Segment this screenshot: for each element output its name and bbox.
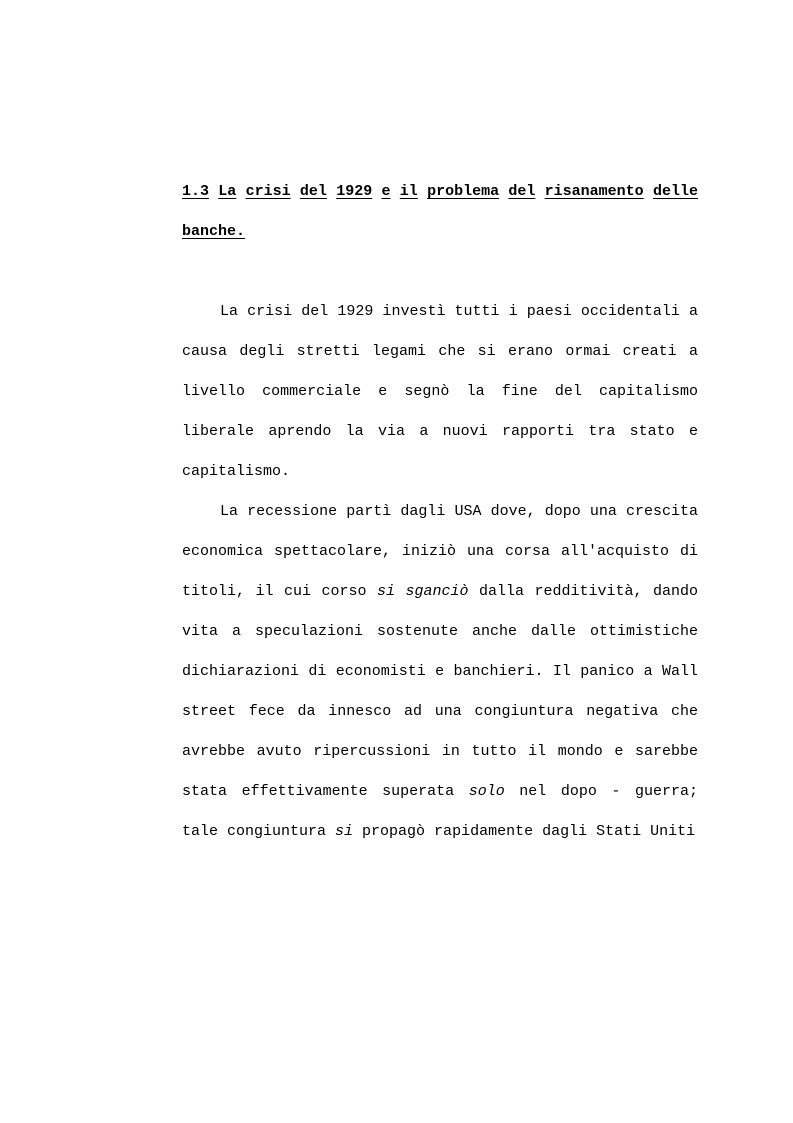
paragraph-2-text: propagò rapidamente dagli Stati Uniti <box>353 823 696 840</box>
section-heading <box>182 172 698 252</box>
heading-word: del <box>299 183 327 200</box>
paragraph-2-text: nel dopo - guerra; tale congiuntura <box>182 783 698 840</box>
heading-word: La <box>218 183 237 200</box>
heading-number: 1.3 <box>182 183 210 200</box>
italic-phrase: si sganciò <box>376 583 469 600</box>
heading-word: risanamento <box>544 183 644 200</box>
paragraph-2 <box>182 492 698 852</box>
heading-word: problema <box>427 183 500 200</box>
italic-word: solo <box>468 783 505 800</box>
heading-word: crisi <box>245 183 291 200</box>
paragraph-2-text: La recessione partì dagli USA dove, dopo una crescita economica spettacolare, iniziò una corsa all'acquisto di titoli, il cui corso <box>182 503 698 600</box>
heading-word: banche. <box>182 223 246 240</box>
italic-word: si <box>335 823 354 840</box>
heading-word: del <box>508 183 536 200</box>
heading-word: il <box>399 183 418 200</box>
heading-word: e <box>381 183 391 200</box>
heading-word: 1929 <box>336 183 373 200</box>
heading-word: delle <box>652 183 698 200</box>
paragraph-2-text: dalla redditività, dando vita a speculazioni sostenute anche dalle ottimistiche dichiarazioni di economisti e banchieri. Il panico a Wall street fece da innesco ad una congiuntura negativa che avrebbe avuto ripercussioni in tutto il mondo e sarebbe stata effettivamente superata <box>182 583 699 800</box>
heading-spacer <box>182 252 698 292</box>
document-page <box>182 172 698 852</box>
paragraph-1: La crisi del 1929 investì tutti i paesi occidentali a causa degli stretti legami che si erano ormai creati a livello commerciale e segnò la fine del capitalismo liberale aprendo la via a nuovi rapporti tra stato e capitalismo. <box>182 303 698 480</box>
